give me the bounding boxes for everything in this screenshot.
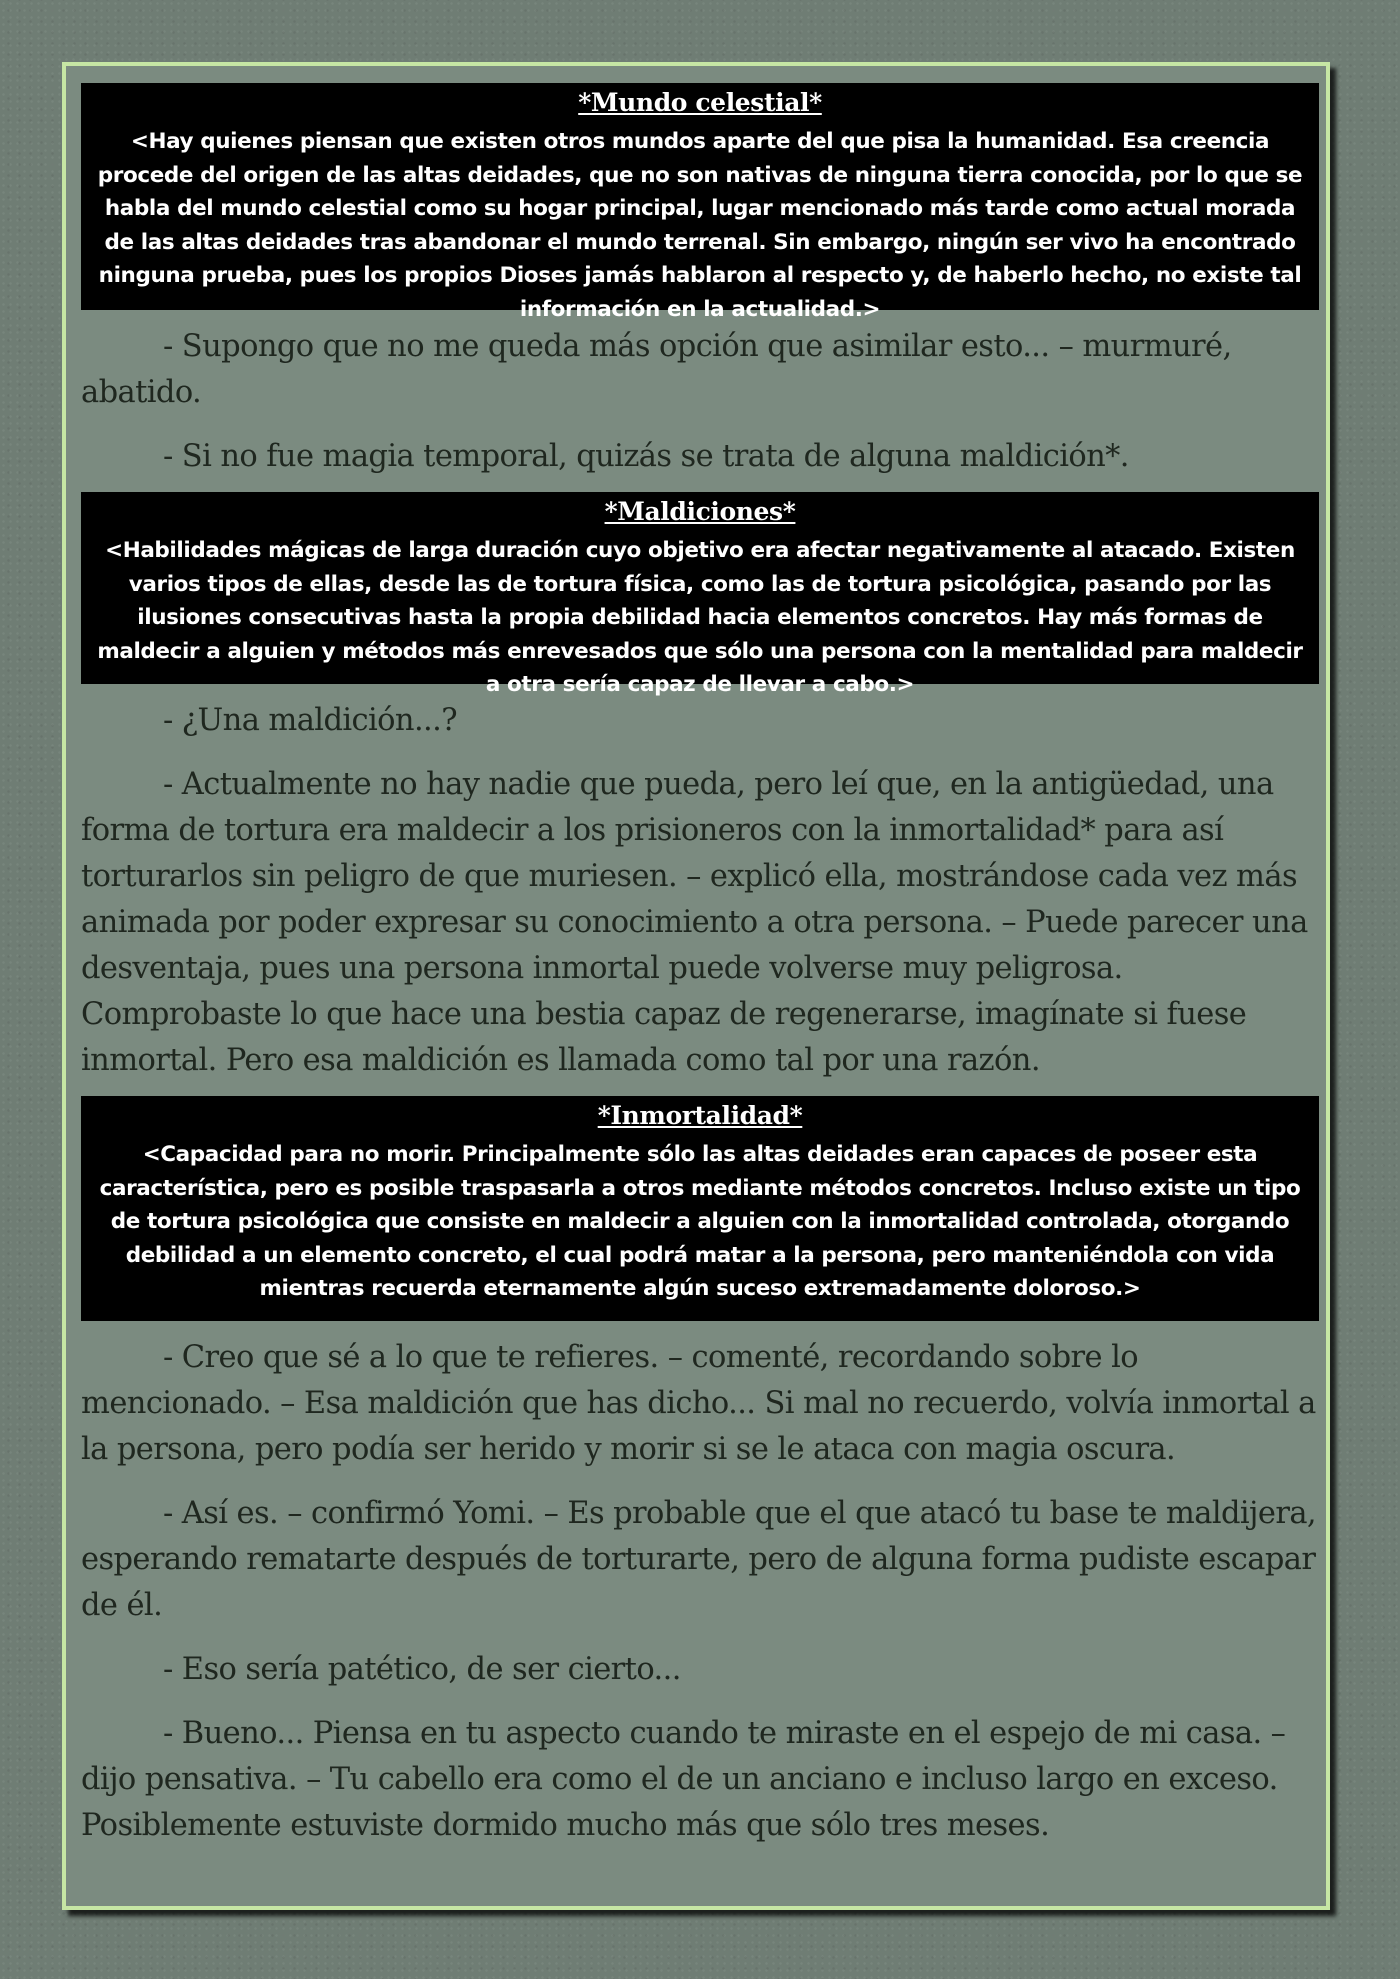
paragraph: - Así es. – confirmó Yomi. – Es probable que el que atacó tu base te maldijera, esperando rematarte después de torturarte, pero de alguna forma pudiste escapar de él. [81, 1496, 1317, 1623]
page-content [81, 83, 1319, 1849]
paragraph: - Creo que sé a lo que te refieres. – comenté, recordando sobre lo mencionado. – Esa maldición que has dicho... Si mal no recuerdo, volvía inmortal a la persona, pero podía ser herido y morir si se le ataca con magia oscura. [81, 1340, 1316, 1467]
paragraph: - ¿Una maldición...? [163, 703, 457, 738]
paragraph: - Supongo que no me queda más opción que asimilar esto... – murmuré, abatido. [81, 329, 1232, 410]
glossary-body: <Capacidad para no morir. Principalmente sólo las altas deidades eran capaces de poseer esta característica, pero es posible traspasarla a otros mediante métodos concretos. Incluso existe un tipo de tortura psicológica que consiste en maldecir a alguien con la inmortalidad controlada, otorgando debilidad a un elemento concreto, el cual podrá matar a la persona, pero manteniéndola con vida mientras recuerda eternamente algún suceso extremadamente doloroso.> [99, 1142, 1301, 1301]
glossary-box-maldiciones [81, 492, 1319, 697]
glossary-body: <Hay quienes piensan que existen otros mundos aparte del que pisa la humanidad. Esa creencia procede del origen de las altas deidades, que no son nativas de ninguna tierra conocida, por lo que se habla del mundo celestial como su hogar principal, lugar mencionado más tarde como actual morada de las altas deidades tras abandonar el mundo terrenal. Sin embargo, ningún ser vivo ha encontrado ninguna prueba, pues los propios Dioses jamás hablaron al respecto y, de haberlo hecho, no existe tal información en la actualidad.> [97, 129, 1303, 322]
glossary-box-mundo-celestial [81, 83, 1319, 322]
paragraph: - Si no fue magia temporal, quizás se trata de alguna maldición*. [163, 439, 1129, 474]
glossary-title: *Inmortalidad* [597, 1101, 803, 1130]
paragraph: - Eso sería patético, de ser cierto... [163, 1652, 681, 1687]
glossary-title: *Mundo celestial* [578, 88, 822, 117]
book-page [62, 62, 1330, 1910]
paragraph: - Bueno... Piensa en tu aspecto cuando te miraste en el espejo de mi casa. – dijo pensativa. – Tu cabello era como el de un anciano e incluso largo en exceso. Posiblemente estuviste dormido mucho más que sólo tres meses. [81, 1716, 1286, 1843]
glossary-body: <Habilidades mágicas de larga duración cuyo objetivo era afectar negativamente al atacado. Existen varios tipos de ellas, desde las de tortura física, como las de tortura psicológica, pasando por las ilusiones consecutivas hasta la propia debilidad hacia elementos concretos. Hay más formas de maldecir a alguien y métodos más enrevesados que sólo una persona con la mentalidad para maldecir a otra sería capaz de llevar a cabo.> [97, 538, 1303, 697]
glossary-box-inmortalidad [81, 1096, 1319, 1321]
paragraph: - Actualmente no hay nadie que pueda, pero leí que, en la antigüedad, una forma de tortura era maldecir a los prisioneros con la inmortalidad* para así torturarlos sin peligro de que muriesen. – explicó ella, mostrándose cada vez más animada por poder expresar su conocimiento a otra persona. – Puede parecer una desventaja, pues una persona inmortal puede volverse muy peligrosa. Comprobaste lo que hace una bestia capaz de regenerarse, imagínate si fuese inmortal. Pero esa maldición es llamada como tal por una razón. [81, 767, 1308, 1078]
glossary-title: *Maldiciones* [604, 497, 796, 526]
